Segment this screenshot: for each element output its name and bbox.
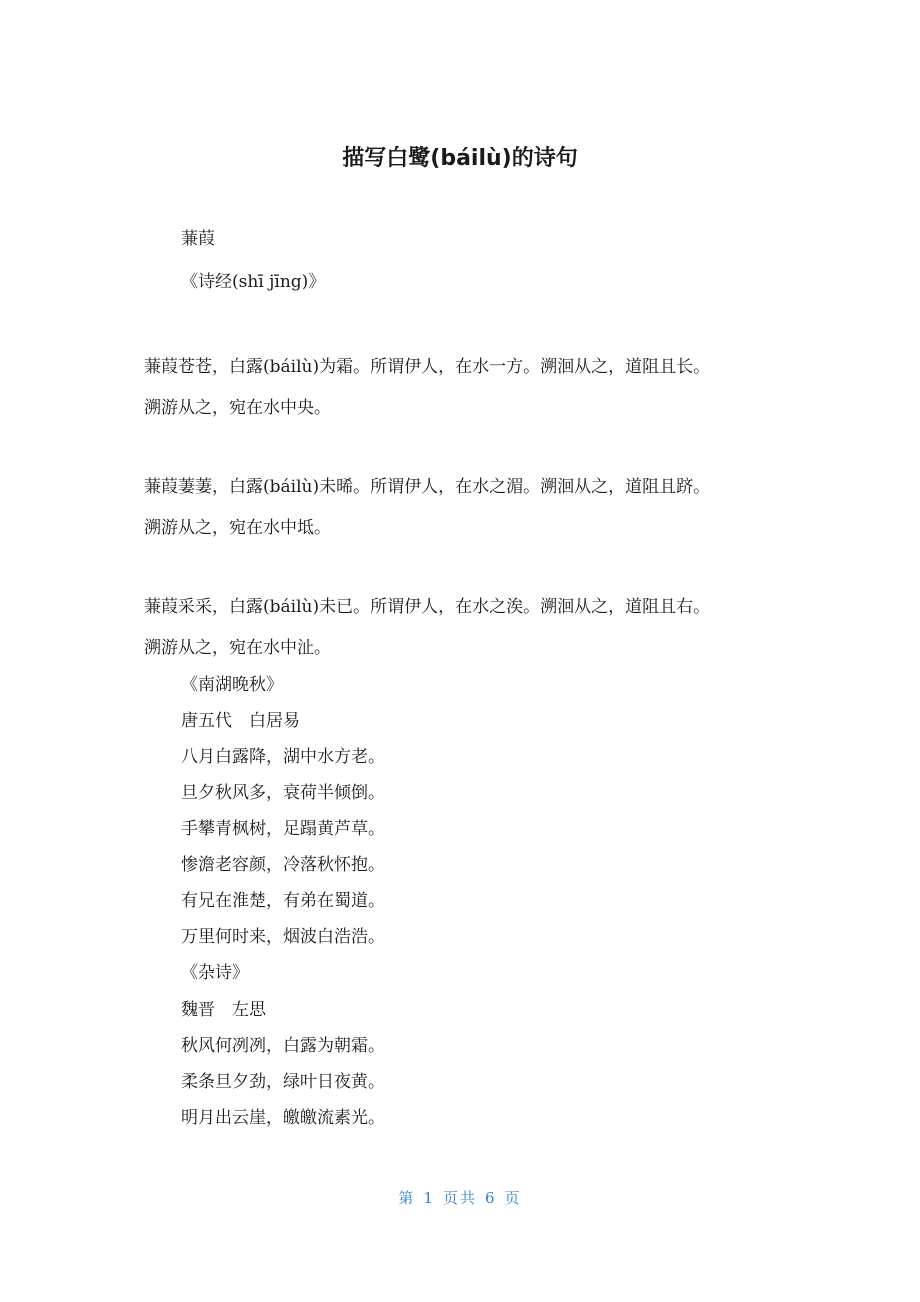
poem-source: 《诗经(shī jīng)》 (181, 272, 326, 292)
stanza-line: 蒹葭苍苍，白露(báilù)为霜。所谓伊人，在水一方。溯洄从之，道阻且长。 (144, 357, 711, 377)
stanza-line: 蒹葭萋萋，白露(báilù)未晞。所谓伊人，在水之湄。溯洄从之，道阻且跻。 (144, 477, 711, 497)
footer-middle: 页共 (442, 1189, 477, 1207)
stanza-line: 溯游从之，宛在水中沚。 (144, 638, 331, 658)
poem-line: 旦夕秋风多，衰荷半倾倒。 (181, 783, 385, 803)
poem-title: 《南湖晚秋》 (181, 675, 283, 695)
stanza-line: 蒹葭采采，白露(báilù)未已。所谓伊人，在水之涘。溯洄从之，道阻且右。 (144, 597, 711, 617)
stanza-line: 溯游从之，宛在水中坻。 (144, 518, 331, 538)
stanza-line: 溯游从之，宛在水中央。 (144, 398, 331, 418)
poem-line: 手攀青枫树，足蹋黄芦草。 (181, 819, 385, 839)
poem-line: 惨澹老容颜，冷落秋怀抱。 (181, 855, 385, 875)
poem-author: 魏晋 左思 (181, 1000, 266, 1020)
poem-line: 有兄在淮楚，有弟在蜀道。 (181, 891, 385, 911)
footer-suffix: 页 (504, 1189, 522, 1207)
poem-line: 万里何时来，烟波白浩浩。 (181, 927, 385, 947)
poem-author: 唐五代 白居易 (181, 711, 300, 731)
document-title: 描写白鹭(báilù)的诗句 (342, 146, 578, 171)
page-footer (0, 1187, 920, 1209)
footer-total-pages: 6 (485, 1189, 497, 1207)
poem-line: 八月白露降，湖中水方老。 (181, 747, 385, 767)
poem-line: 柔条旦夕劲，绿叶日夜黄。 (181, 1072, 385, 1092)
poem-line: 秋风何冽冽，白露为朝霜。 (181, 1036, 385, 1056)
poem-title: 蒹葭 (181, 229, 215, 249)
poem-title: 《杂诗》 (181, 963, 249, 983)
poem-line: 明月出云崖，皦皦流素光。 (181, 1108, 385, 1128)
footer-page-number: 1 (423, 1189, 435, 1207)
footer-prefix: 第 (398, 1189, 416, 1207)
